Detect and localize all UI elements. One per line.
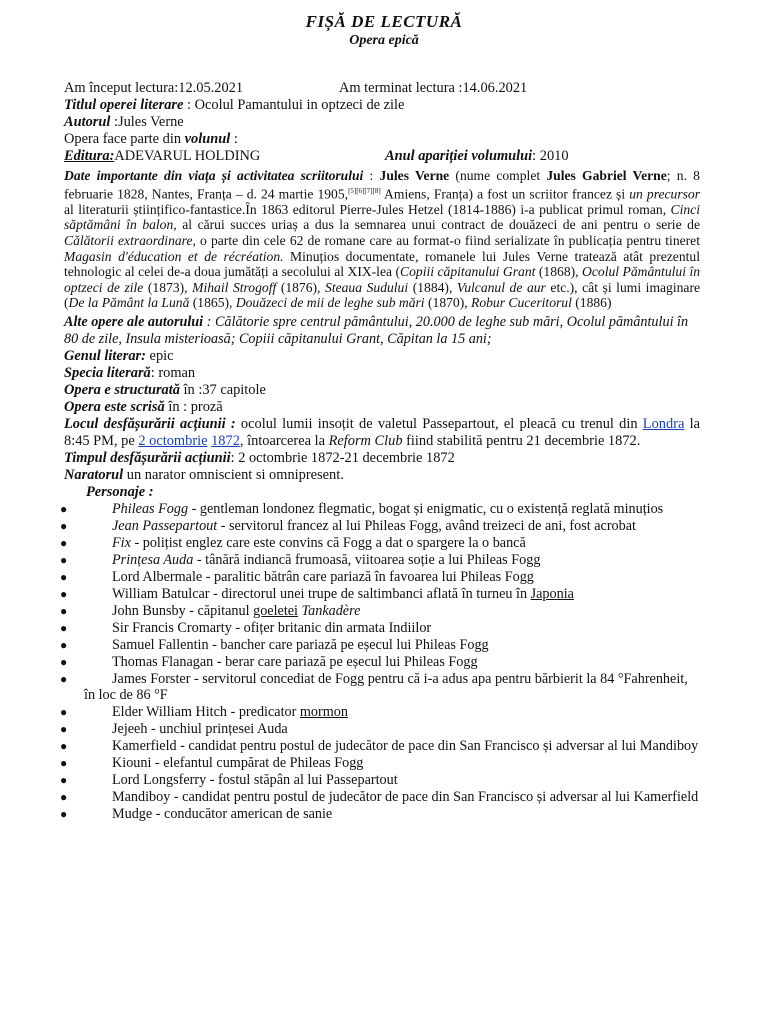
place-label: Locul desfășurării acțiunii : bbox=[64, 415, 236, 432]
character-description: - servitorul francez al lui Phileas Fogg, având treizeci de ani, fost acrobat bbox=[217, 517, 636, 534]
character-name: James Forster bbox=[112, 670, 191, 687]
time-value: : 2 octombrie 1872-21 decembrie 1872 bbox=[230, 449, 455, 466]
character-name: Jean Passepartout bbox=[112, 517, 218, 534]
author-value: :Jules Verne bbox=[114, 114, 184, 130]
character-name: Lord Albermale bbox=[112, 568, 203, 585]
character-item bbox=[0, 772, 700, 789]
character-text bbox=[84, 772, 700, 789]
character-name: Kamerfield bbox=[112, 738, 177, 755]
character-item bbox=[0, 738, 700, 755]
bullet-icon: ● bbox=[60, 654, 68, 669]
volume-value: : bbox=[233, 131, 238, 147]
character-name: Thomas Flanagan bbox=[112, 653, 214, 670]
character-item bbox=[0, 518, 700, 535]
character-text bbox=[84, 789, 700, 806]
character-description: - paralitic bătrân care pariază în favoarea lui Phileas Fogg bbox=[202, 568, 534, 585]
bullet-icon: ● bbox=[60, 773, 68, 788]
time-of-action bbox=[64, 450, 700, 467]
character-name: William Batulcar bbox=[112, 585, 210, 602]
character-item bbox=[0, 789, 700, 806]
character-item bbox=[0, 586, 700, 603]
character-item bbox=[0, 654, 700, 671]
reform-club: Reform Club bbox=[328, 432, 403, 449]
character-name: Jejeeh bbox=[112, 721, 148, 738]
bullet-icon: ● bbox=[60, 705, 68, 720]
end-date: Am terminat lectura :14.06.2021 bbox=[339, 80, 528, 96]
character-description: - ofițer britanic din armata Indiilor bbox=[231, 619, 432, 636]
narrator-label: Naratorul bbox=[64, 466, 124, 483]
character-description: - servitorul concediat de Fogg pentru că i-a adus apa pentru bărbierit la 84 °Fahrenheit, în loc de 86 °F bbox=[84, 670, 688, 704]
publisher-label: Editura: bbox=[64, 148, 115, 164]
character-item bbox=[0, 671, 700, 704]
character-item bbox=[0, 620, 700, 637]
other-works bbox=[64, 314, 700, 348]
bullet-icon: ● bbox=[60, 807, 68, 822]
character-text bbox=[84, 552, 700, 569]
character-item bbox=[0, 755, 700, 772]
character-description: - polițist englez care este convins că Fogg a dat o spargere la o bancă bbox=[130, 534, 526, 551]
work-title-field bbox=[64, 97, 700, 114]
other-works-value: : Călătorie spre centrul pământului, 20.000 de leghe sub mări, Ocolul pământului în 80 de zile, Insula misterioasă; Copiii căpitanului Grant, Căpitan la 15 ani; bbox=[64, 313, 689, 347]
narrator-field bbox=[64, 467, 700, 484]
character-description: - bancher care pariază pe eșecul lui Phileas Fogg bbox=[208, 636, 489, 653]
bullet-icon: ● bbox=[60, 569, 68, 584]
genre-label: Genul literar: bbox=[64, 347, 146, 364]
link-2-octombrie[interactable]: 2 octombrie bbox=[138, 432, 208, 449]
genre-value: epic bbox=[145, 347, 174, 364]
character-description: - predicator bbox=[227, 704, 300, 721]
narrator-value: un narator omniscient si omnipresent. bbox=[123, 466, 344, 483]
character-item bbox=[0, 603, 700, 620]
character-description: - berar care pariază pe eșecul lui Phileas Fogg bbox=[213, 653, 478, 670]
publication-year-field bbox=[385, 148, 569, 165]
work-title-value: : Ocolul Pamantului in optzeci de zile bbox=[187, 97, 405, 113]
character-text bbox=[84, 755, 700, 772]
bullet-icon: ● bbox=[60, 722, 68, 737]
work-title-label: Titlul operei literare bbox=[64, 97, 184, 113]
character-description: - conducător american de sanie bbox=[152, 806, 333, 823]
character-description: - unchiul prințesei Auda bbox=[147, 721, 288, 738]
written-in-field bbox=[64, 399, 700, 416]
reading-dates bbox=[64, 80, 700, 97]
character-text bbox=[84, 704, 700, 721]
character-item bbox=[0, 704, 700, 721]
character-link[interactable]: Japonia bbox=[530, 585, 574, 602]
volume-prefix: Opera face parte din bbox=[64, 131, 182, 147]
structure-field bbox=[64, 382, 700, 399]
start-date: Am început lectura:12.05.2021 bbox=[64, 80, 244, 96]
character-item bbox=[0, 806, 700, 823]
character-description: - elefantul cumpărat de Phileas Fogg bbox=[151, 755, 364, 772]
author-label: Autorul bbox=[64, 114, 111, 130]
character-description: - directorul unei trupe de saltimbanci aflată în turneu în bbox=[209, 585, 531, 602]
character-name: John Bunsby bbox=[112, 602, 186, 619]
character-text bbox=[84, 654, 700, 671]
time-label: Timpul desfășurării acțiunii bbox=[64, 449, 231, 466]
character-item bbox=[0, 501, 700, 518]
character-text bbox=[84, 501, 700, 518]
ship-name: Tankadère bbox=[301, 602, 361, 619]
character-name: Mandiboy bbox=[112, 789, 171, 806]
characters-label: Personaje : bbox=[86, 483, 154, 500]
structure-value: în :37 capitole bbox=[179, 381, 266, 398]
bullet-icon: ● bbox=[60, 620, 68, 635]
character-text bbox=[84, 721, 700, 738]
character-name: Mudge bbox=[112, 806, 153, 823]
character-item bbox=[0, 552, 700, 569]
character-item bbox=[0, 569, 700, 586]
character-name: Lord Longsferry bbox=[112, 772, 207, 789]
character-name: Elder William Hitch bbox=[112, 704, 228, 721]
bio-author-name: Jules Verne bbox=[379, 168, 450, 183]
characters-list bbox=[0, 501, 700, 823]
document-subtitle: Opera epică bbox=[349, 33, 419, 48]
document-content bbox=[60, 80, 701, 823]
character-name: Sir Francis Cromarty bbox=[112, 619, 232, 636]
character-description: - tânără indiancă frumoasă, viitoarea soție a lui Phileas Fogg bbox=[193, 551, 541, 568]
bullet-icon: ● bbox=[60, 739, 68, 754]
character-text bbox=[84, 586, 700, 603]
character-description: - candidat pentru postul de judecător de pace din San Francisco și adversar al lui Mandiboy bbox=[176, 738, 699, 755]
character-text bbox=[84, 569, 700, 586]
written-in-value: în : proză bbox=[164, 398, 223, 415]
character-name: Kiouni bbox=[112, 755, 152, 772]
character-name: Samuel Fallentin bbox=[112, 636, 209, 653]
character-link[interactable]: goeletei bbox=[253, 602, 298, 619]
character-name: Phileas Fogg bbox=[112, 500, 189, 517]
character-text bbox=[84, 738, 700, 755]
character-name: Fix bbox=[112, 534, 131, 551]
bullet-icon: ● bbox=[60, 637, 68, 652]
bullet-icon: ● bbox=[60, 756, 68, 771]
volume-field bbox=[64, 131, 700, 148]
species-value: : roman bbox=[150, 364, 196, 381]
character-text bbox=[84, 671, 700, 704]
link-1872[interactable]: 1872 bbox=[211, 432, 240, 449]
volume-label: volunul bbox=[184, 131, 231, 147]
character-text bbox=[84, 637, 700, 654]
character-description: - gentleman londonez flegmatic, bogat și enigmatic, cu o existență reglată minuțios bbox=[188, 500, 664, 517]
author-field bbox=[64, 114, 700, 131]
author-biography: Date importante din viața și activitatea scriitorului : Jules Verne (nume complet Jules Gabriel Verne; n. 8 februarie 1828, Nantes, Franța – d. 24 martie 1905,[5][6][7][8] Amiens, Franța) a fost un scriitor francez și un precursor al literaturii științifico-fantastice.În 1863 editorul Pierre-Jules Hetzel (1814-1886) i-a publicat primul roman, Cinci săptămâni în balon, al cărui succes uriaș a dus la semnarea unui contract de douăzeci de ani pentru o serie de Călătorii extraordinare, o parte din cele 62 de romane care au format-o fiind serializate în publicația pentru tineret Magasin d'éducation et de récréation. Minuțios documentate, romanele lui Jules Verne tratează atât prezentul tehnologic al celei de-a doua jumătăți a secolului al XIX-lea (Copiii căpitanului Grant (1868), Ocolul Pământului în optzeci de zile (1873), Mihail Strogoff (1876), Steaua Sudului (1884), Vulcanul de aur etc.), cât și lumi imaginare (De la Pământ la Lună (1865), Douăzeci de mii de leghe sub mări (1870), Robur Cuceritorul (1886) bbox=[64, 168, 701, 311]
bullet-icon: ● bbox=[60, 501, 68, 516]
place-of-action: Locul desfășurării acțiunii : ocolul lumii insoțit de valetul Passepartout, el pleacă cu trenul din Londra la 8:45 PM, pe 2 octombrie 1872, întoarcerea la Reform Club fiind stabilită pentru 21 decembrie 1872. bbox=[64, 415, 700, 449]
written-in-label: Opera este scrisă bbox=[64, 398, 165, 415]
bio-references: [5][6][7][8] bbox=[348, 186, 381, 195]
bullet-icon: ● bbox=[60, 790, 68, 805]
bio-label: Date importante din viața și activitatea scriitorului bbox=[64, 168, 364, 183]
publication-year-label: Anul apariției volumului bbox=[385, 148, 533, 164]
character-text bbox=[84, 535, 700, 552]
character-item bbox=[0, 721, 700, 738]
character-description: - căpitanul bbox=[185, 602, 254, 619]
character-link[interactable]: mormon bbox=[299, 704, 348, 721]
structure-label: Opera e structurată bbox=[64, 381, 180, 398]
bio-full-name: Jules Gabriel Verne bbox=[546, 168, 667, 183]
bullet-icon: ● bbox=[60, 603, 68, 618]
bullet-icon: ● bbox=[60, 552, 68, 567]
character-text bbox=[84, 603, 700, 620]
character-item bbox=[0, 637, 700, 654]
character-item bbox=[0, 535, 700, 552]
character-description: - candidat pentru postul de judecător de pace din San Francisco și adversar al lui Kamerfield bbox=[170, 789, 699, 806]
link-londra[interactable]: Londra bbox=[642, 415, 685, 432]
publisher-row bbox=[64, 148, 700, 165]
character-name: Prințesa Auda bbox=[112, 551, 194, 568]
species-field bbox=[64, 365, 700, 382]
other-works-label: Alte opere ale autorului bbox=[64, 313, 204, 330]
document-title: FIȘĂ DE LECTURĂ bbox=[305, 12, 463, 31]
character-text bbox=[84, 620, 700, 637]
publication-year-value: : 2010 bbox=[532, 148, 569, 164]
bullet-icon: ● bbox=[60, 586, 68, 601]
genre-field bbox=[64, 348, 700, 365]
bullet-icon: ● bbox=[60, 518, 68, 533]
character-description: - fostul stăpân al lui Passepartout bbox=[206, 772, 398, 789]
bullet-icon: ● bbox=[60, 671, 68, 686]
species-label: Specia literară bbox=[64, 364, 151, 381]
character-text bbox=[84, 518, 700, 535]
character-text bbox=[84, 806, 700, 823]
bullet-icon: ● bbox=[60, 535, 68, 550]
publisher-value: ADEVARUL HOLDING bbox=[114, 148, 261, 164]
